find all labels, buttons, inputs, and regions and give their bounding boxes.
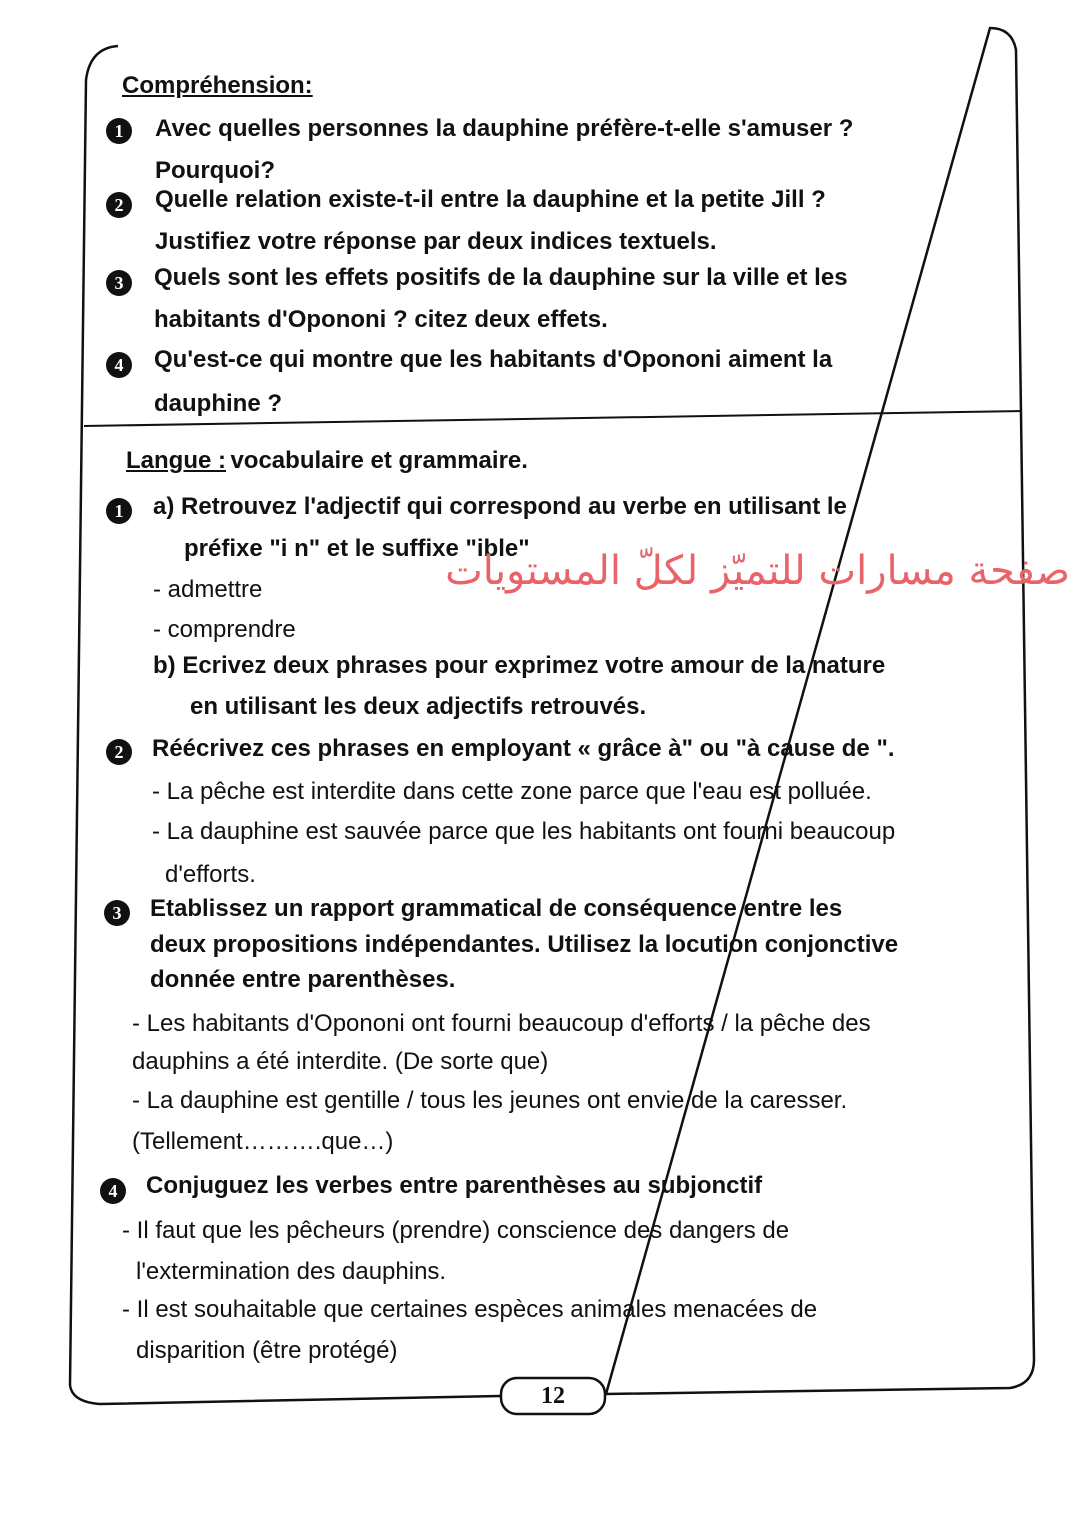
exercise-4-sentence-1-line2: l'extermination des dauphins. [136,1258,447,1285]
exercise-2-number: 2 [106,739,132,765]
question-1-line2: Pourquoi? [155,157,275,184]
exercise-2-instruction: Réécrivez ces phrases en employant « grâce à" ou "à cause de ". [152,735,895,762]
langue-heading [126,447,528,475]
exercise-3-sentence-1-line2: dauphins a été interdite. (De sorte que) [132,1048,549,1075]
question-4-number: 4 [106,352,132,378]
question-1-number: 1 [106,118,132,144]
page-number: 12 [541,1383,565,1409]
exercise-3-line2: deux propositions indépendantes. Utilisez la locution conjonctive [150,931,899,958]
exercise-1b-line1: b) Ecrivez deux phrases pour exprimez votre amour de la nature [153,652,886,679]
exercise-4-sentence-2-line1: - Il est souhaitable que certaines espèces animales menacées de [122,1296,818,1323]
exercise-3-sentence-2-line2: (Tellement……….que…) [132,1128,394,1155]
exercise-3-line1: Etablissez un rapport grammatical de conséquence entre les [150,895,843,922]
exercise-1-item-comprendre: - comprendre [153,616,296,643]
question-2-number: 2 [106,192,132,218]
question-1-line1: Avec quelles personnes la dauphine préfère-t-elle s'amuser ? [155,115,854,142]
exercise-3-sentence-2-line1: - La dauphine est gentille / tous les jeunes ont envie de la caresser. [132,1087,848,1114]
langue-title: Langue : [126,447,226,474]
exercise-4-sentence-2-line2: disparition (être protégé) [136,1337,398,1364]
question-4-line1: Qu'est-ce qui montre que les habitants d'Opononi aiment la [154,346,833,373]
question-3-number: 3 [106,270,132,296]
exercise-4-number: 4 [100,1178,126,1204]
exercise-1a-line2: préfixe "i n" et le suffixe "ible" [184,535,530,562]
langue-subtitle: vocabulaire et grammaire. [230,447,528,474]
exercise-3-sentence-1-line1: - Les habitants d'Opononi ont fourni beaucoup d'efforts / la pêche des [132,1010,871,1037]
exercise-2-sentence-1: - La pêche est interdite dans cette zone parce que l'eau est polluée. [152,778,872,805]
question-4-line2: dauphine ? [154,390,282,417]
question-2-line2: Justifiez votre réponse par deux indices textuels. [155,228,717,255]
exercise-1a-line1: a) Retrouvez l'adjectif qui correspond au verbe en utilisant le [153,493,847,520]
exercise-1-number: 1 [106,498,132,524]
arabic-watermark: صفحة مسارات للتميّز لكلّ المستويات [445,548,1070,594]
exercise-1b-line2: en utilisant les deux adjectifs retrouvés. [190,693,647,720]
exercise-2-sentence-2-line2: d'efforts. [165,861,256,888]
exercise-2-sentence-2-line1: - La dauphine est sauvée parce que les habitants ont fourni beaucoup [152,818,896,845]
exercise-4-instruction: Conjuguez les verbes entre parenthèses au subjonctif [146,1172,763,1199]
question-3-line1: Quels sont les effets positifs de la dauphine sur la ville et les [154,264,848,291]
question-3-line2: habitants d'Opononi ? citez deux effets. [154,306,608,333]
exercise-1-item-admettre: - admettre [153,576,263,603]
exercise-3-number: 3 [104,900,130,926]
question-2-line1: Quelle relation existe-t-il entre la dauphine et la petite Jill ? [155,186,826,213]
exercise-3-line3: donnée entre parenthèses. [150,966,456,993]
comprehension-title: Compréhension: [122,72,313,99]
exercise-4-sentence-1-line1: - Il faut que les pêcheurs (prendre) conscience des dangers de [122,1217,790,1244]
